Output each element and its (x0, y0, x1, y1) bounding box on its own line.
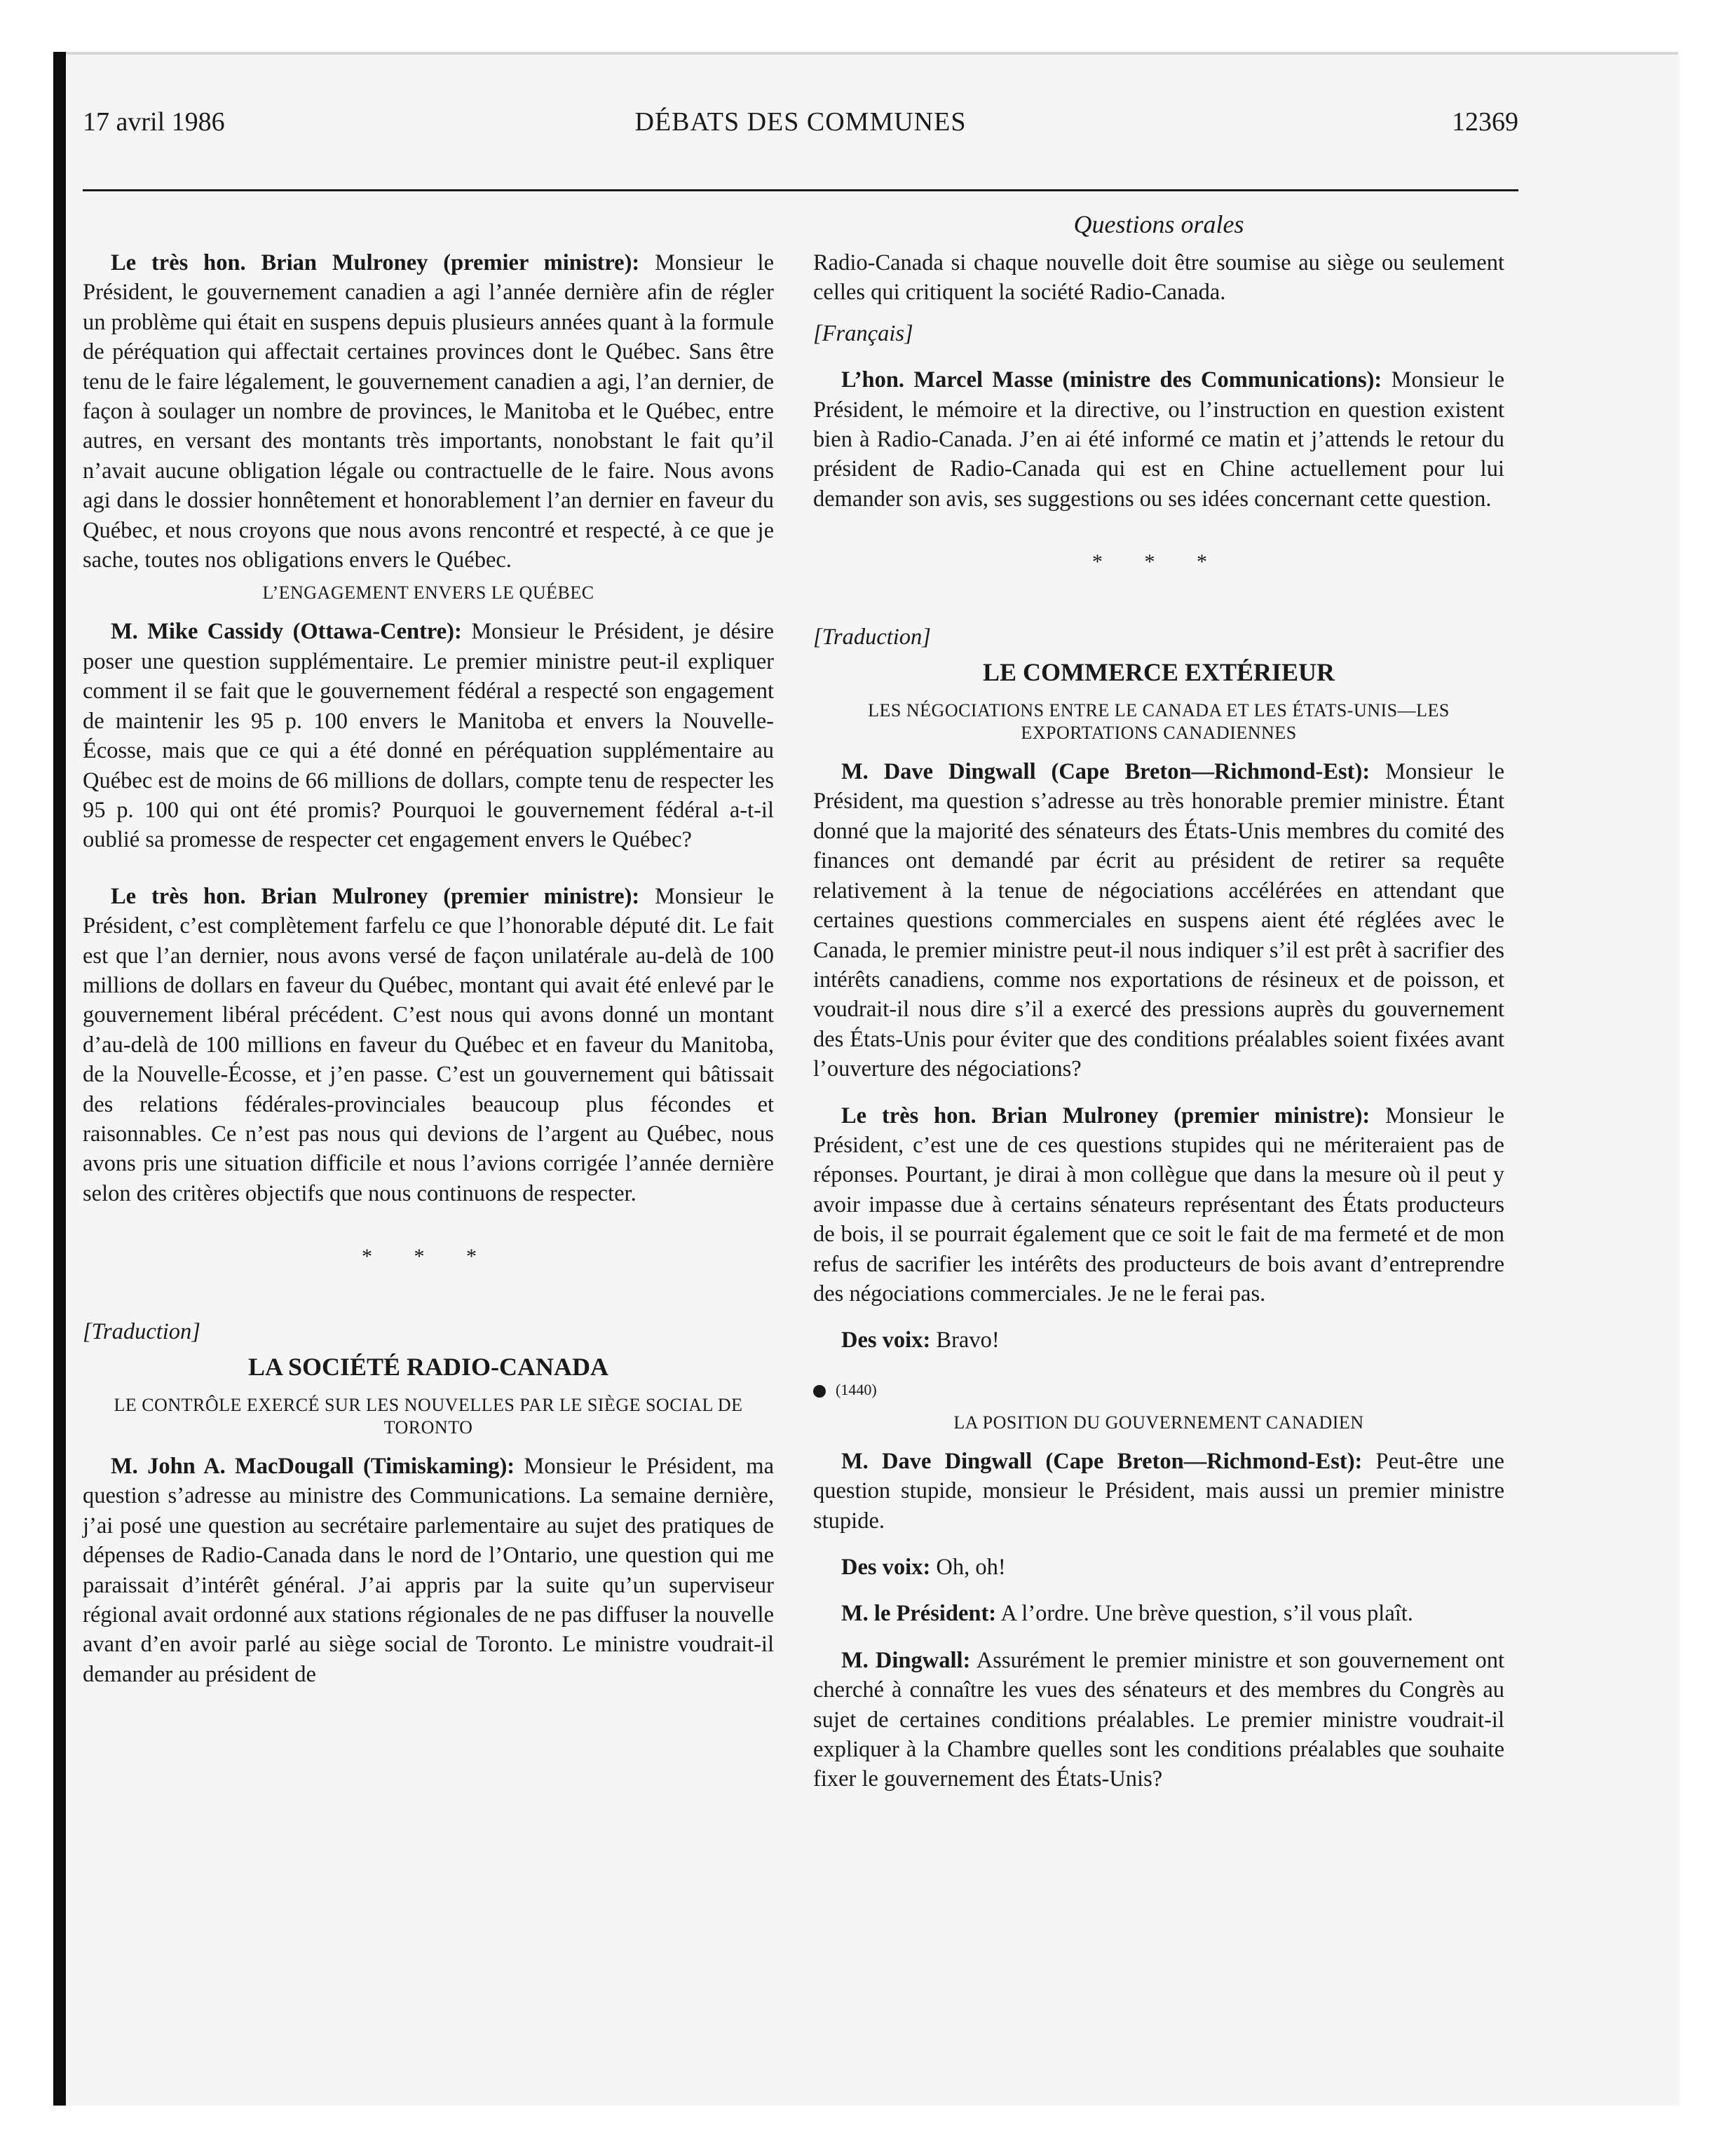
paragraph (83, 248, 774, 575)
subheading: LES NÉGOCIATIONS ENTRE LE CANADA ET LES ÉTATS-UNIS—LES EXPORTATIONS CANADIENNES (868, 700, 1450, 744)
subheading: LA POSITION DU GOUVERNEMENT CANADIEN (953, 1412, 1364, 1433)
speaker: Le très hon. Brian Mulroney (premier ministre): (841, 1103, 1370, 1128)
publication-title: DÉBATS DES COMMUNES (634, 107, 967, 137)
section-heading: LA SOCIÉTÉ RADIO-CANADA (247, 1353, 609, 1381)
language-marker: [Français] (813, 320, 913, 346)
section-heading: LE COMMERCE EXTÉRIEUR (982, 658, 1335, 687)
speaker: Des voix: (841, 1328, 931, 1353)
section-separator: * * * (1092, 550, 1225, 574)
timestamp: (1440) (836, 1380, 877, 1398)
paragraph (813, 248, 1504, 308)
speaker: M. John A. MacDougall (Timiskaming): (111, 1454, 515, 1479)
paragraph (83, 1452, 774, 1689)
subheading: L’ENGAGEMENT ENVERS LE QUÉBEC (262, 582, 594, 603)
speech: Monsieur le Président, je désire poser une question supplémentaire. Le premier ministre peut-il expliquer comment il se fait que le gouvernement fédéral a respecté son engagement de maintenir les 95 p. 100 envers le Manitoba et envers la Nouvelle-Écosse, mais que ce qui a été donné en péréquation supplémentaire au Québec est de moins de 66 millions de dollars, compte tenu de respecter les 95 p. 100 qui ont été promis? Pourquoi le gouvernement fédéral a-t-il oublié sa promesse de respecter cet engagement envers le Québec? (83, 619, 774, 853)
speaker: M. Dave Dingwall (Cape Breton—Richmond-Est): (841, 759, 1370, 785)
speaker: Des voix: (841, 1555, 931, 1580)
speech: Monsieur le Président, le mémoire et la directive, ou l’instruction en question existent bien à Radio-Canada. J’en ai été informé ce matin et j’attends le retour du président de Radio-Canada qui est en Chine actuellement pour lui demander son avis, ses suggestions ou ses idées concernant cette question. (813, 367, 1505, 512)
running-header (83, 101, 1518, 143)
speech: A l’ordre. Une brève question, s’il vous plaît. (996, 1601, 1413, 1627)
speech: Peut-être une question stupide, monsieur le Président, mais aussi un premier ministre stupide. (813, 1448, 1504, 1534)
speech: Bravo! (930, 1328, 1000, 1353)
speech: Monsieur le Président, c’est une de ces questions stupides qui ne mériteraient pas de réponses. Pourtant, je dirai à mon collègue que dans la mesure où il peut y avoir impasse due à certains sénateurs représentant des États producteurs de bois, il se pourrait également que ce soit le fait de ma fermeté et de mon refus de sacrifier les intérêts des producteurs de bois avant d’entreprendre des négociations commerciales. Je ne le ferai pas. (813, 1103, 1504, 1306)
speaker: Le très hon. Brian Mulroney (premier ministre): (111, 883, 640, 909)
paragraph (813, 1646, 1504, 1794)
paragraph (83, 882, 774, 1208)
section-title: Questions orales (1073, 210, 1244, 238)
speech: Monsieur le Président, ma question s’adresse au très honorable premier ministre. Étant donné que la majorité des sénateurs des États-Unis membres du comité des finances ont demandé par écrit au président de retirer sa requête relativement à la tenue de négociations accélérées en attendant que certaines questions commerciales en suspens aient été réglées avec le Canada, le premier ministre peut-il nous indiquer s’il est prêt à sacrifier des intérêts canadiens, comme nos exportations de résineux et de poisson, et voudrait-il nous dire s’il a exercé des pressions auprès du gouvernement des États-Unis pour éviter que des conditions préalables soient fixées avant l’ouverture des négociations? (813, 759, 1504, 1082)
paragraph (813, 1553, 1504, 1582)
paragraph (813, 1599, 1504, 1628)
speaker: M. le Président: (841, 1601, 997, 1627)
header-rule (83, 189, 1518, 191)
speaker: M. Mike Cassidy (Ottawa-Centre): (111, 619, 462, 645)
section-separator: * * * (362, 1245, 495, 1269)
speaker: M. Dave Dingwall (Cape Breton—Richmond-Est): (841, 1448, 1363, 1474)
header-date: 17 avril 1986 (83, 107, 225, 137)
speech: Radio-Canada si chaque nouvelle doit être soumise au siège ou seulement celles qui critiquent la société Radio-Canada. (813, 250, 1504, 306)
speech: Oh, oh! (930, 1555, 1006, 1580)
paragraph (813, 365, 1504, 514)
language-marker: [Traduction] (83, 1318, 200, 1344)
paragraph (83, 617, 774, 854)
speech: Assurément le premier ministre et son gouvernement ont cherché à connaître les vues des sénateurs et des membres du Congrès au sujet de certaines conditions préalables. Le premier ministre voudrait-il expliquer à la Chambre quelles sont les conditions préalables que souhaite fixer le gouvernement des États-Unis? (813, 1647, 1504, 1792)
scan-border-left (53, 52, 66, 2106)
right-column (813, 248, 1504, 1794)
bullet-icon (813, 1385, 826, 1398)
paragraph (813, 1101, 1504, 1309)
paragraph (813, 757, 1504, 1084)
speaker: Le très hon. Brian Mulroney (premier ministre): (111, 250, 640, 275)
page-number: 12369 (1452, 107, 1518, 137)
speaker: L’hon. Marcel Masse (ministre des Communications): (841, 367, 1382, 393)
time-marker (813, 1379, 1504, 1400)
left-column (83, 248, 774, 1689)
paragraph (813, 1325, 1504, 1355)
speech: Monsieur le Président, c’est complètement farfelu ce que l’honorable député dit. Le fait est que l’an dernier, nous avons versé de façon unilatérale au-delà de 100 millions de dollars en faveur du Québec, montant qui avait été enlevé par le gouvernement libéral précédent. C’est nous qui avons donné un montant d’au-delà de 100 millions en faveur du Québec et en faveur du Manitoba, de la Nouvelle-Écosse, et j’en passe. C’est un gouvernement qui bâtissait des relations fédérales-provinciales beaucoup plus fécondes et raisonnables. Ce n’est pas nous qui devions de l’argent au Québec, nous avons pris une situation difficile et nous l’avions corrigée l’année dernière selon des critères objectifs que nous continuons de respecter. (83, 883, 774, 1206)
language-marker: [Traduction] (813, 624, 931, 650)
speaker: M. Dingwall: (841, 1647, 971, 1673)
subheading: LE CONTRÔLE EXERCÉ SUR LES NOUVELLES PAR LE SIÈGE SOCIAL DE TORONTO (114, 1395, 743, 1438)
speech: Monsieur le Président, ma question s’adresse au ministre des Communications. La semaine dernière, j’ai posé une question au secrétaire parlementaire au sujet des pratiques de dépenses de Radio-Canada dans le nord de l’Ontario, une question qui me paraissait d’intérêt général. J’ai appris par la suite qu’un superviseur régional avait ordonné aux stations régionales de ne pas diffuser la nouvelle avant d’en avoir parlé au siège social de Toronto. Le ministre voudrait-il demander au président de (83, 1454, 775, 1687)
paragraph (813, 1447, 1504, 1536)
speech: Monsieur le Président, le gouvernement canadien a agi l’année dernière afin de régler un problème qui était en suspens depuis plusieurs années quant à la formule de péréquation qui affectait certaines provinces dont le Québec. Sans être tenu de le faire légalement, le gouvernement canadien a agi, l’an dernier, de façon à soulager un nombre de provinces, le Manitoba et le Québec, entre autres, en versant des montants très importants, nonobstant le fait qu’il n’avait aucune obligation légale ou contractuelle de le faire. Nous avons agi dans le dossier honnêtement et honorablement l’an dernier en faveur du Québec, et nous croyons que nous avons rencontré et respecté, à ce que je sache, toutes nos obligations envers le Québec. (83, 250, 774, 573)
